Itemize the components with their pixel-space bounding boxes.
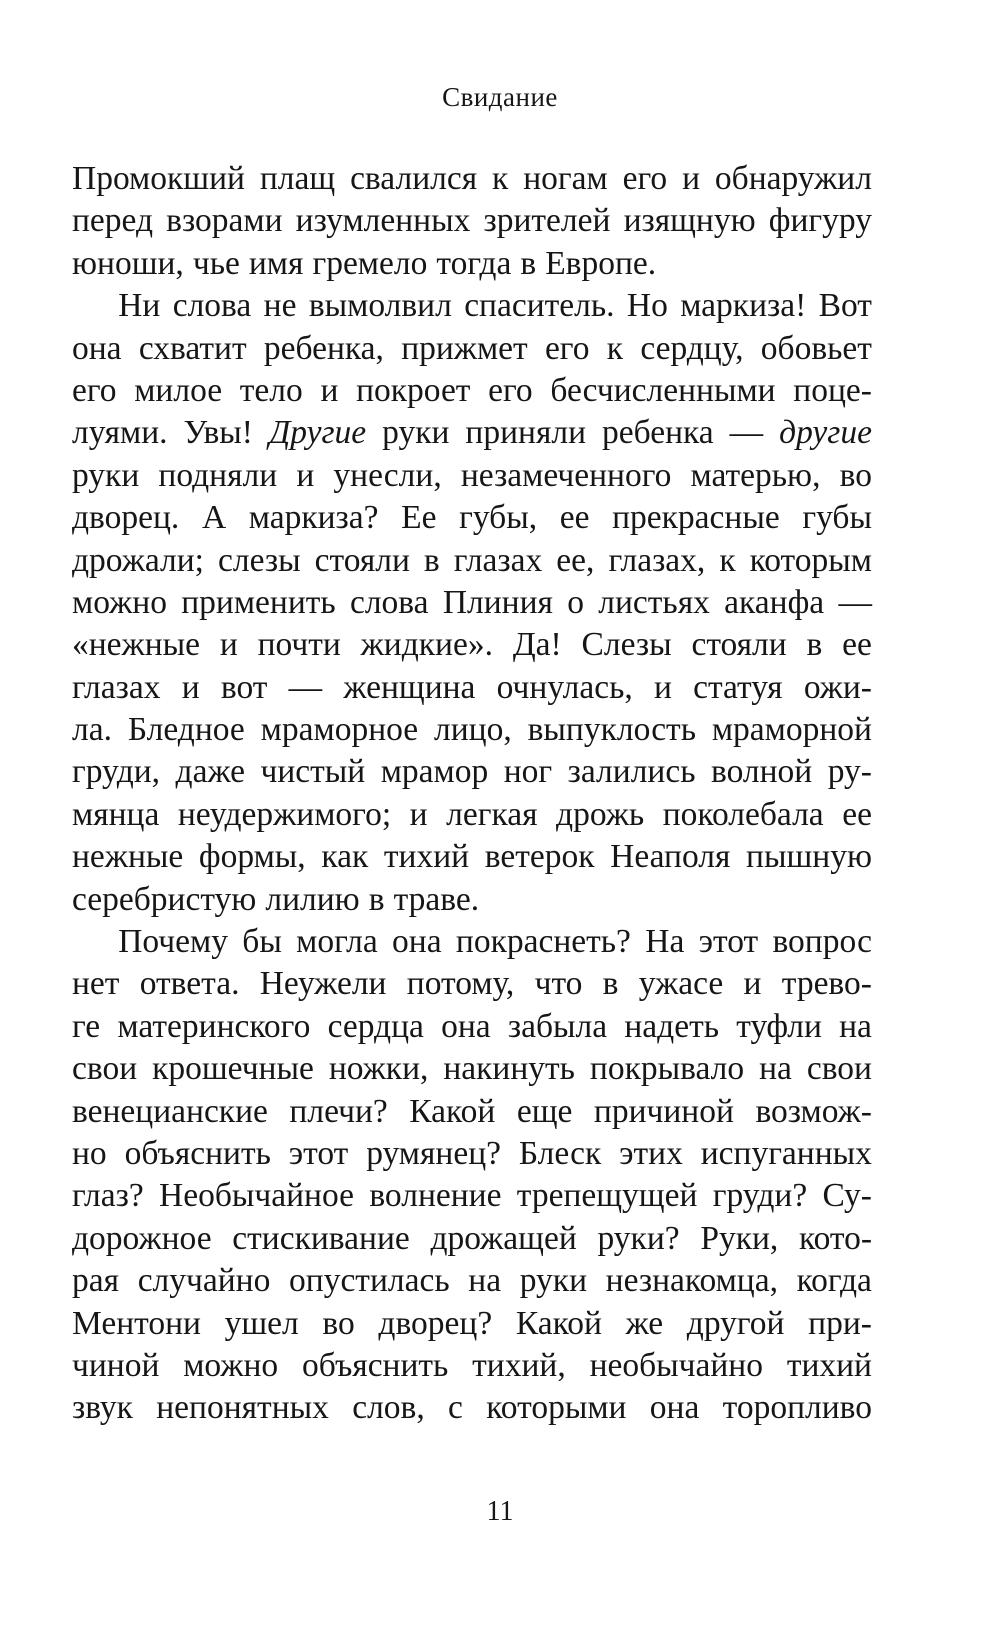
word: что: [534, 965, 583, 1003]
word: дрожащей: [430, 1219, 577, 1257]
word: женщина: [343, 668, 476, 706]
text-line: [72, 1048, 872, 1090]
word: свои: [72, 1050, 138, 1088]
word: потому,: [406, 965, 515, 1003]
word: возмож-: [755, 1092, 872, 1130]
word: его: [544, 329, 590, 367]
word: чье: [192, 244, 240, 282]
word: и: [320, 371, 339, 409]
word: тихий: [383, 838, 470, 876]
word: маркиза?: [248, 499, 379, 537]
word: туфли: [736, 1007, 822, 1045]
text-line: [72, 879, 872, 921]
word: покрывало: [589, 1050, 745, 1088]
word: глазах: [453, 541, 543, 579]
word: на: [468, 1262, 502, 1300]
word: но: [72, 1134, 107, 1172]
word: случайно: [137, 1262, 271, 1300]
word: легкая: [446, 795, 538, 833]
word: могла: [296, 923, 378, 961]
word: стояли: [691, 626, 787, 664]
word: и: [653, 668, 672, 706]
word: гремело: [312, 244, 428, 282]
text-line: [72, 1175, 872, 1217]
word: причиной: [593, 1092, 734, 1130]
text-line: [72, 158, 872, 200]
word: же: [625, 1304, 664, 1342]
word: этот: [698, 923, 759, 961]
word: Промокший: [72, 160, 245, 197]
word: статуя: [693, 668, 783, 706]
word: его: [488, 371, 533, 409]
word: неудержимого;: [177, 795, 392, 833]
word: объяснить: [302, 1346, 449, 1384]
text-line: [72, 1260, 872, 1302]
word: покроет: [356, 371, 471, 409]
word: руки: [519, 1262, 587, 1300]
word: чиной: [72, 1346, 160, 1384]
word: его: [622, 160, 668, 197]
word: фигуру: [768, 202, 872, 240]
word: губы,: [459, 499, 538, 537]
word: незамеченного: [460, 456, 672, 494]
word: листьях: [598, 583, 710, 621]
word: можно: [72, 583, 167, 621]
text-line: [72, 1218, 872, 1260]
text-line: [72, 370, 872, 412]
word: забыла: [507, 1007, 608, 1045]
word: тихий,: [472, 1346, 566, 1384]
word: дорожное: [72, 1219, 212, 1257]
text-line: [72, 243, 872, 285]
word: взорами: [166, 202, 283, 240]
word: она: [72, 329, 122, 367]
text-line: [72, 836, 872, 878]
word: даже: [175, 753, 246, 791]
text-line: [72, 200, 872, 242]
word: руки: [382, 414, 450, 452]
word: можно: [183, 1346, 279, 1384]
word: с: [448, 1389, 463, 1427]
word: луями.: [72, 414, 168, 452]
word: плащ: [259, 160, 336, 197]
word: Почему: [118, 923, 228, 961]
word: аканфа: [724, 583, 825, 621]
word: к: [606, 329, 624, 367]
word: ветерок: [484, 838, 595, 876]
word: нежные: [72, 838, 184, 876]
word: прижмет: [401, 329, 528, 367]
word: которым: [749, 541, 872, 579]
word: Другие: [268, 414, 367, 452]
word: торопливо: [722, 1389, 872, 1427]
word: дрожь: [556, 795, 645, 833]
word: волнение: [369, 1177, 502, 1215]
word: Какой: [409, 1092, 496, 1130]
text-line: [72, 540, 872, 582]
word: покраснеть?: [455, 923, 631, 961]
word: слезы: [218, 541, 301, 579]
word: на: [839, 1007, 872, 1045]
word: Блеск: [518, 1134, 602, 1172]
word: накинуть: [443, 1050, 575, 1088]
word: ла.: [72, 711, 112, 749]
text-line: [72, 1387, 872, 1429]
word: в: [602, 965, 619, 1003]
word: когда: [796, 1262, 872, 1300]
word: выпуклость: [527, 711, 696, 749]
word: Ее: [401, 499, 437, 537]
word: лилию: [265, 880, 360, 918]
text-line: [72, 1303, 872, 1345]
word: мрамор: [380, 753, 489, 791]
word: вот: [220, 668, 268, 706]
word: приняли: [465, 414, 587, 452]
word: к: [492, 160, 509, 197]
word: материнского: [117, 1007, 311, 1045]
word: ру-: [827, 753, 872, 791]
word: незнакомца,: [605, 1262, 778, 1300]
word: она: [441, 1007, 491, 1045]
word: ее: [842, 626, 872, 664]
word: опустилась: [289, 1262, 450, 1300]
word: свалился: [350, 160, 478, 197]
word: прекрасные: [612, 499, 780, 537]
word: и: [219, 626, 238, 664]
text-line: [72, 582, 872, 624]
word: залились: [567, 753, 696, 791]
word: ее,: [556, 541, 595, 579]
text-line: [72, 963, 872, 1005]
word: Неаполя: [610, 838, 731, 876]
word: вопрос: [772, 923, 872, 961]
word: она: [392, 923, 442, 961]
word: волной: [710, 753, 813, 791]
word: во: [839, 456, 872, 494]
word: слова: [172, 287, 252, 325]
word: этот: [288, 1134, 349, 1172]
word: ужасе: [638, 965, 724, 1003]
text-line: [72, 1345, 872, 1387]
word: губы: [802, 499, 872, 537]
body-text: [72, 158, 872, 1430]
text-line: [72, 794, 872, 836]
word: Ни: [118, 287, 161, 325]
word: серебристую: [72, 880, 257, 918]
word: милое: [134, 371, 223, 409]
word: непонятных: [156, 1389, 329, 1427]
word: и: [181, 668, 200, 706]
word: не: [263, 287, 297, 325]
text-line: [72, 1006, 872, 1048]
word: глазах: [72, 668, 161, 706]
word: вымолвил: [308, 287, 452, 325]
word: о: [567, 583, 584, 621]
word: мраморной: [711, 711, 872, 749]
word: пышную: [746, 838, 872, 876]
word: изящную: [623, 202, 756, 240]
word: ожи-: [803, 668, 872, 706]
word: в: [423, 541, 440, 579]
text-line: [72, 412, 872, 454]
word: она: [649, 1389, 700, 1427]
word: еще: [516, 1092, 573, 1130]
word: поколебала: [662, 795, 824, 833]
word: формы,: [198, 838, 306, 876]
word: ответа.: [139, 965, 240, 1003]
word: на: [759, 1050, 792, 1088]
word: обнаружил: [714, 160, 872, 197]
word: жидкие».: [360, 626, 493, 664]
word: и: [409, 795, 428, 833]
word: Необычайное: [159, 1177, 355, 1215]
word: плечи?: [289, 1092, 388, 1130]
word: нет: [72, 965, 120, 1003]
word: его: [72, 371, 117, 409]
word: венецианские: [72, 1092, 268, 1130]
word: которыми: [486, 1389, 627, 1427]
word: трево-: [781, 965, 872, 1003]
word: зрителей: [483, 202, 611, 240]
word: перед: [72, 202, 154, 240]
word: при-: [808, 1304, 872, 1342]
word: дворец?: [378, 1304, 493, 1342]
word: —: [288, 668, 323, 706]
word: в: [520, 244, 537, 282]
word: к: [719, 541, 736, 579]
word: мянца: [72, 795, 160, 833]
word: Су-: [822, 1177, 872, 1215]
word: Да!: [512, 626, 562, 664]
text-line: [72, 1091, 872, 1133]
word: —: [838, 583, 872, 621]
word: имя: [248, 244, 304, 282]
word: необычайно: [589, 1346, 763, 1384]
word: унесли,: [333, 456, 442, 494]
word: ге: [72, 1007, 101, 1045]
word: сердцу,: [640, 329, 744, 367]
word: трепещущей: [516, 1177, 698, 1215]
word: «нежные: [72, 626, 200, 664]
text-line: [72, 921, 872, 963]
word: матерью,: [690, 456, 821, 494]
word: кото-: [799, 1219, 872, 1257]
word: поце-: [793, 371, 872, 409]
word: Руки,: [700, 1219, 779, 1257]
word: этих: [619, 1134, 683, 1172]
text-line: [72, 667, 872, 709]
word: свои: [806, 1050, 872, 1088]
text-line: [72, 497, 872, 539]
word: груди?: [712, 1177, 808, 1215]
word: применить: [181, 583, 336, 621]
text-line: [72, 1133, 872, 1175]
word: объяснить: [124, 1134, 271, 1172]
word: ее: [842, 795, 872, 833]
word: ребенка: [602, 414, 714, 452]
word: лицо,: [434, 711, 512, 749]
word: подняли: [158, 456, 278, 494]
word: Вот: [818, 287, 872, 325]
word: ногам: [523, 160, 608, 197]
text-line: [72, 751, 872, 793]
word: румянец?: [366, 1134, 502, 1172]
word: мраморное: [260, 711, 419, 749]
word: рая: [72, 1262, 120, 1300]
word: стояли: [314, 541, 410, 579]
word: очнулась,: [496, 668, 633, 706]
word: чистый: [260, 753, 366, 791]
word: Увы!: [183, 414, 253, 452]
word: глазах,: [608, 541, 706, 579]
word: юноши,: [72, 244, 184, 282]
word: груди,: [72, 753, 161, 791]
word: стискивание: [232, 1219, 410, 1257]
word: другие: [779, 414, 872, 452]
word: и: [682, 160, 700, 197]
word: надеть: [624, 1007, 720, 1045]
word: Бледное: [127, 711, 245, 749]
word: маркиза!: [680, 287, 807, 325]
word: крошечные: [152, 1050, 314, 1088]
word: в: [368, 880, 385, 918]
word: руки?: [597, 1219, 680, 1257]
word: Какой: [515, 1304, 602, 1342]
word: Но: [626, 287, 668, 325]
word: сердца: [327, 1007, 424, 1045]
word: спаситель.: [464, 287, 615, 325]
running-head: Свидание: [442, 82, 558, 112]
text-line: [72, 285, 872, 327]
word: ушел: [224, 1304, 299, 1342]
word: тихий: [786, 1346, 872, 1384]
word: глаз?: [72, 1177, 144, 1215]
word: обовьет: [760, 329, 872, 367]
word: почти: [257, 626, 341, 664]
word: тогда: [436, 244, 512, 282]
word: Неужели: [259, 965, 387, 1003]
word: траве.: [393, 880, 480, 918]
word: Слезы: [581, 626, 672, 664]
word: ее: [559, 499, 590, 537]
word: А: [201, 499, 227, 537]
word: звук: [72, 1389, 133, 1427]
word: слова: [349, 583, 429, 621]
word: бы: [242, 923, 282, 961]
word: испуганных: [700, 1134, 872, 1172]
text-line: [72, 624, 872, 666]
word: ножки,: [328, 1050, 429, 1088]
text-line: [72, 455, 872, 497]
page-number: 11: [486, 1496, 514, 1527]
word: На: [645, 923, 685, 961]
word: другой: [686, 1304, 785, 1342]
text-line: [72, 328, 872, 370]
word: и: [743, 965, 762, 1003]
word: изумленных: [295, 202, 471, 240]
word: тело: [239, 371, 303, 409]
text-line: [72, 709, 872, 751]
word: —: [729, 414, 764, 452]
word: руки: [72, 456, 140, 494]
word: дрожали;: [72, 541, 204, 579]
word: в: [806, 626, 823, 664]
word: во: [322, 1304, 355, 1342]
word: Ментони: [72, 1304, 201, 1342]
word: и: [296, 456, 315, 494]
word: ребенка,: [263, 329, 384, 367]
word: Европе.: [545, 244, 657, 282]
word: как: [321, 838, 369, 876]
word: бесчисленными: [550, 371, 776, 409]
word: Плиния: [442, 583, 553, 621]
word: дворец.: [72, 499, 180, 537]
word: слов,: [352, 1389, 425, 1427]
word: схватит: [138, 329, 247, 367]
word: ног: [503, 753, 553, 791]
